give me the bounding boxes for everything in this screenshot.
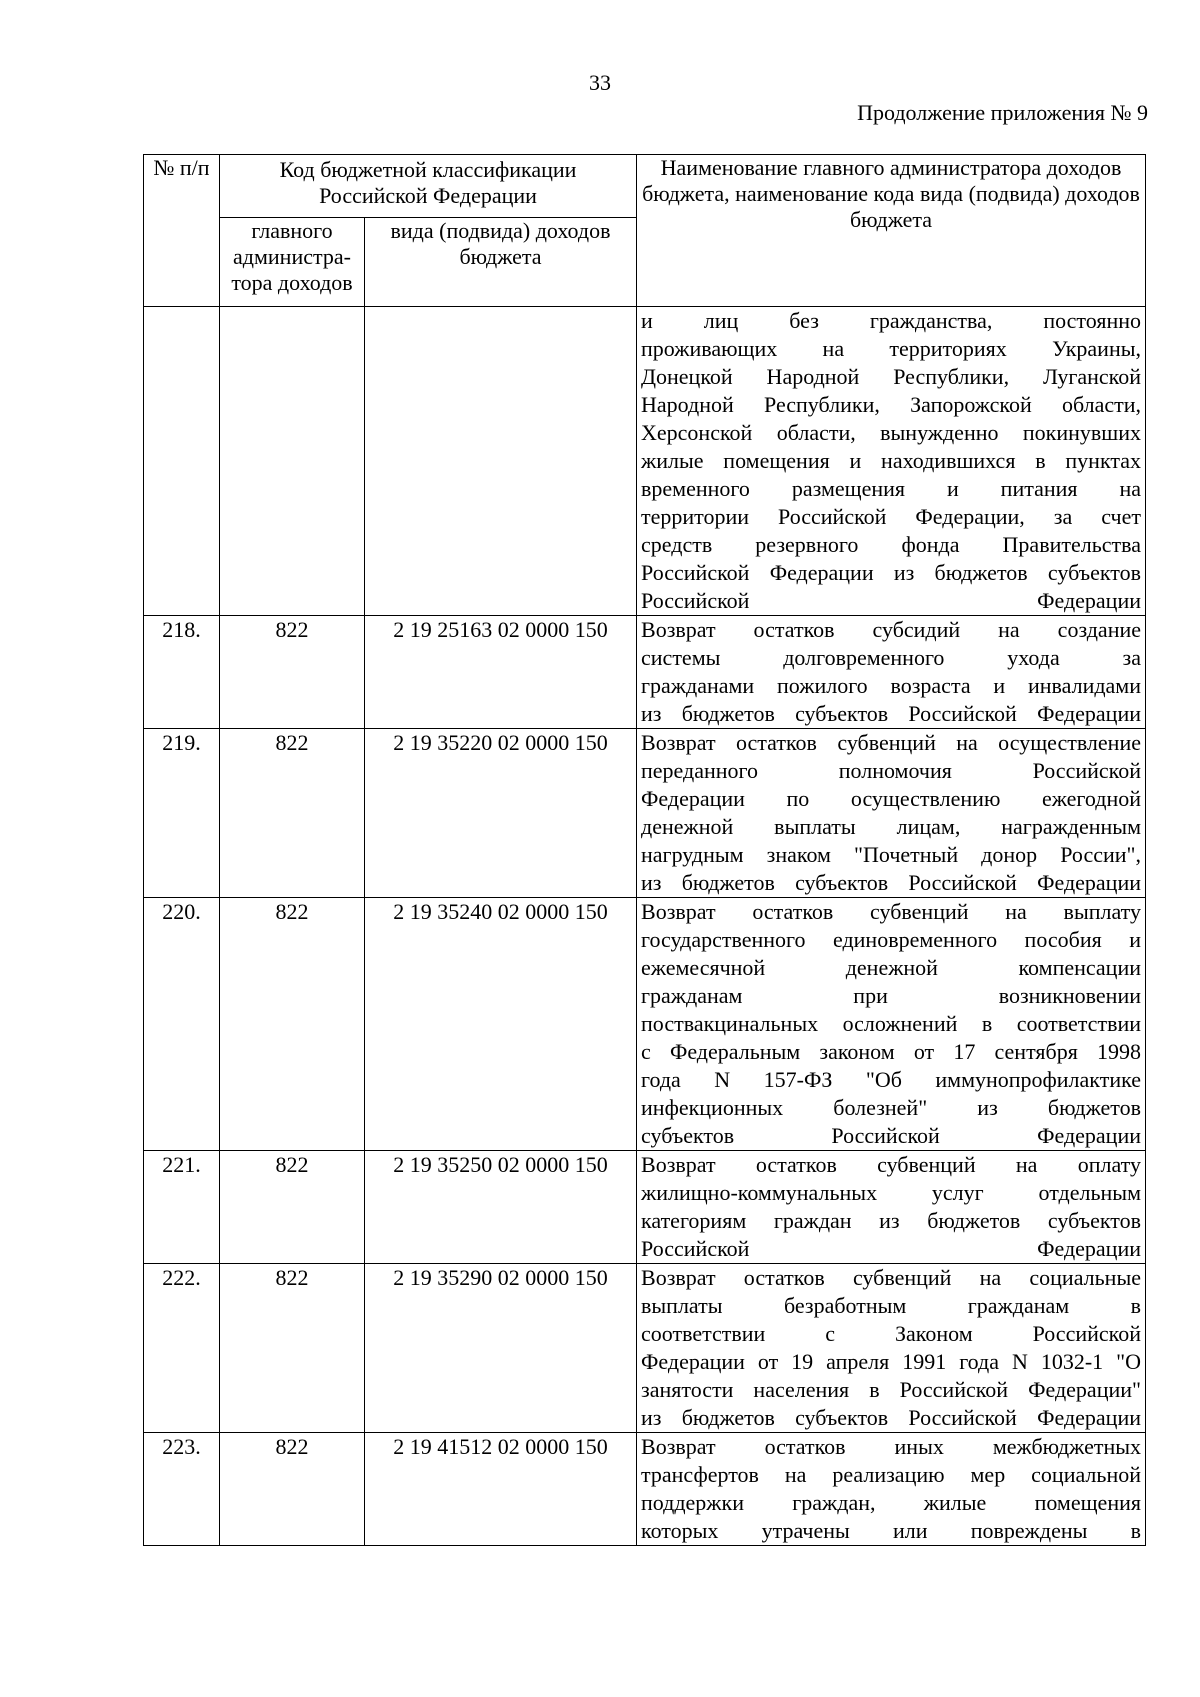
description-line: жилищно-коммунальных услуг отдельным [641, 1180, 1141, 1205]
cell-code: 2 19 35240 02 0000 150 [365, 898, 637, 1151]
description-line: Херсонской области, вынужденно покинувших [641, 420, 1141, 445]
cell-admin: 822 [220, 1264, 365, 1433]
description-line: жилые помещения и находившихся в пунктах [641, 448, 1141, 473]
description-line: Федерации от 19 апреля 1991 года N 1032-1 "О [641, 1349, 1141, 1374]
cell-admin: 822 [220, 729, 365, 898]
description-line: и лиц без гражданства, постоянно [641, 308, 1141, 333]
description-line: занятости населения в Российской Федерации" [641, 1377, 1141, 1402]
description-line: Возврат остатков субвенций на осуществление [641, 730, 1141, 755]
description-line: гражданами пожилого возраста и инвалидами [641, 673, 1141, 698]
description-line: поствакцинальных осложнений в соответствии [641, 1011, 1141, 1036]
header-name: Наименование главного администратора доходов бюджета, наименование кода вида (подвида) доходов бюджета [637, 155, 1146, 307]
table-row [144, 729, 1146, 898]
table-row [144, 616, 1146, 729]
cell-description [637, 729, 1146, 898]
description-line: из бюджетов субъектов Российской Федерации [641, 870, 1141, 895]
cell-num: 218. [144, 616, 220, 729]
cell-num: 223. [144, 1433, 220, 1546]
description-line: денежной выплаты лицам, награжденным [641, 814, 1141, 839]
description-line: с Федеральным законом от 17 сентября 1998 [641, 1039, 1141, 1064]
description-line: трансфертов на реализацию мер социальной [641, 1462, 1141, 1487]
description-line: из бюджетов субъектов Российской Федерации [641, 701, 1141, 726]
cell-code: 2 19 35220 02 0000 150 [365, 729, 637, 898]
cell-num: 220. [144, 898, 220, 1151]
cell-description [637, 307, 1146, 616]
cell-num: 222. [144, 1264, 220, 1433]
description-line: категориям граждан из бюджетов субъектов [641, 1208, 1141, 1233]
cell-code: 2 19 35250 02 0000 150 [365, 1151, 637, 1264]
description-line: Российской Федерации [641, 588, 1141, 613]
description-line: Возврат остатков субвенций на оплату [641, 1152, 1141, 1177]
table-row-continuation [144, 307, 1146, 616]
cell-code: 2 19 41512 02 0000 150 [365, 1433, 637, 1546]
description-line: временного размещения и питания на [641, 476, 1141, 501]
table-row [144, 898, 1146, 1151]
cell-code [365, 307, 637, 616]
description-line: Российской Федерации [641, 1236, 1141, 1261]
table-row [144, 1151, 1146, 1264]
description-line: Российской Федерации из бюджетов субъектов [641, 560, 1141, 585]
description-line: Возврат остатков иных межбюджетных [641, 1434, 1141, 1459]
cell-admin: 822 [220, 1151, 365, 1264]
table-row [144, 1264, 1146, 1433]
description-line: Возврат остатков субсидий на создание [641, 617, 1141, 642]
description-line: субъектов Российской Федерации [641, 1123, 1141, 1148]
description-line: Возврат остатков субвенций на выплату [641, 899, 1141, 924]
cell-admin [220, 307, 365, 616]
description-line: из бюджетов субъектов Российской Федерации [641, 1405, 1141, 1430]
cell-code: 2 19 25163 02 0000 150 [365, 616, 637, 729]
description-line: Федерации по осуществлению ежегодной [641, 786, 1141, 811]
cell-description [637, 616, 1146, 729]
page-number: 33 [589, 70, 611, 95]
table-header [144, 155, 1146, 307]
description-line: года N 157-ФЗ "Об иммунопрофилактике [641, 1067, 1141, 1092]
description-line: переданного полномочия Российской [641, 758, 1141, 783]
revenue-codes-table [143, 154, 1146, 1546]
description-line: соответствии с Законом Российской [641, 1321, 1141, 1346]
cell-description [637, 898, 1146, 1151]
cell-admin: 822 [220, 898, 365, 1151]
cell-description [637, 1151, 1146, 1264]
cell-code: 2 19 35290 02 0000 150 [365, 1264, 637, 1433]
description-line: системы долговременного ухода за [641, 645, 1141, 670]
cell-num [144, 307, 220, 616]
header-admin: главного администра-тора доходов [220, 218, 365, 307]
header-kind: вида (подвида) доходов бюджета [365, 218, 637, 307]
appendix-continuation-label: Продолжение приложения № 9 [857, 100, 1148, 125]
table-body [144, 307, 1146, 1546]
description-line: инфекционных болезней" из бюджетов [641, 1095, 1141, 1120]
cell-num: 221. [144, 1151, 220, 1264]
cell-num: 219. [144, 729, 220, 898]
cell-admin: 822 [220, 1433, 365, 1546]
header-bk-code: Код бюджетной классификации Российской Федерации [220, 155, 637, 218]
description-line: государственного единовременного пособия и [641, 927, 1141, 952]
description-line: выплаты безработным гражданам в [641, 1293, 1141, 1318]
description-line: Народной Республики, Запорожской области, [641, 392, 1141, 417]
description-line: Возврат остатков субвенций на социальные [641, 1265, 1141, 1290]
description-line: Донецкой Народной Республики, Луганской [641, 364, 1141, 389]
description-line: ежемесячной денежной компенсации [641, 955, 1141, 980]
description-line: нагрудным знаком "Почетный донор России", [641, 842, 1141, 867]
cell-description [637, 1433, 1146, 1546]
description-line: которых утрачены или повреждены в [641, 1518, 1141, 1543]
header-num: № п/п [144, 155, 220, 307]
description-line: территории Российской Федерации, за счет [641, 504, 1141, 529]
cell-description [637, 1264, 1146, 1433]
description-line: поддержки граждан, жилые помещения [641, 1490, 1141, 1515]
description-line: проживающих на территориях Украины, [641, 336, 1141, 361]
cell-admin: 822 [220, 616, 365, 729]
table-row [144, 1433, 1146, 1546]
description-line: средств резервного фонда Правительства [641, 532, 1141, 557]
description-line: гражданам при возникновении [641, 983, 1141, 1008]
